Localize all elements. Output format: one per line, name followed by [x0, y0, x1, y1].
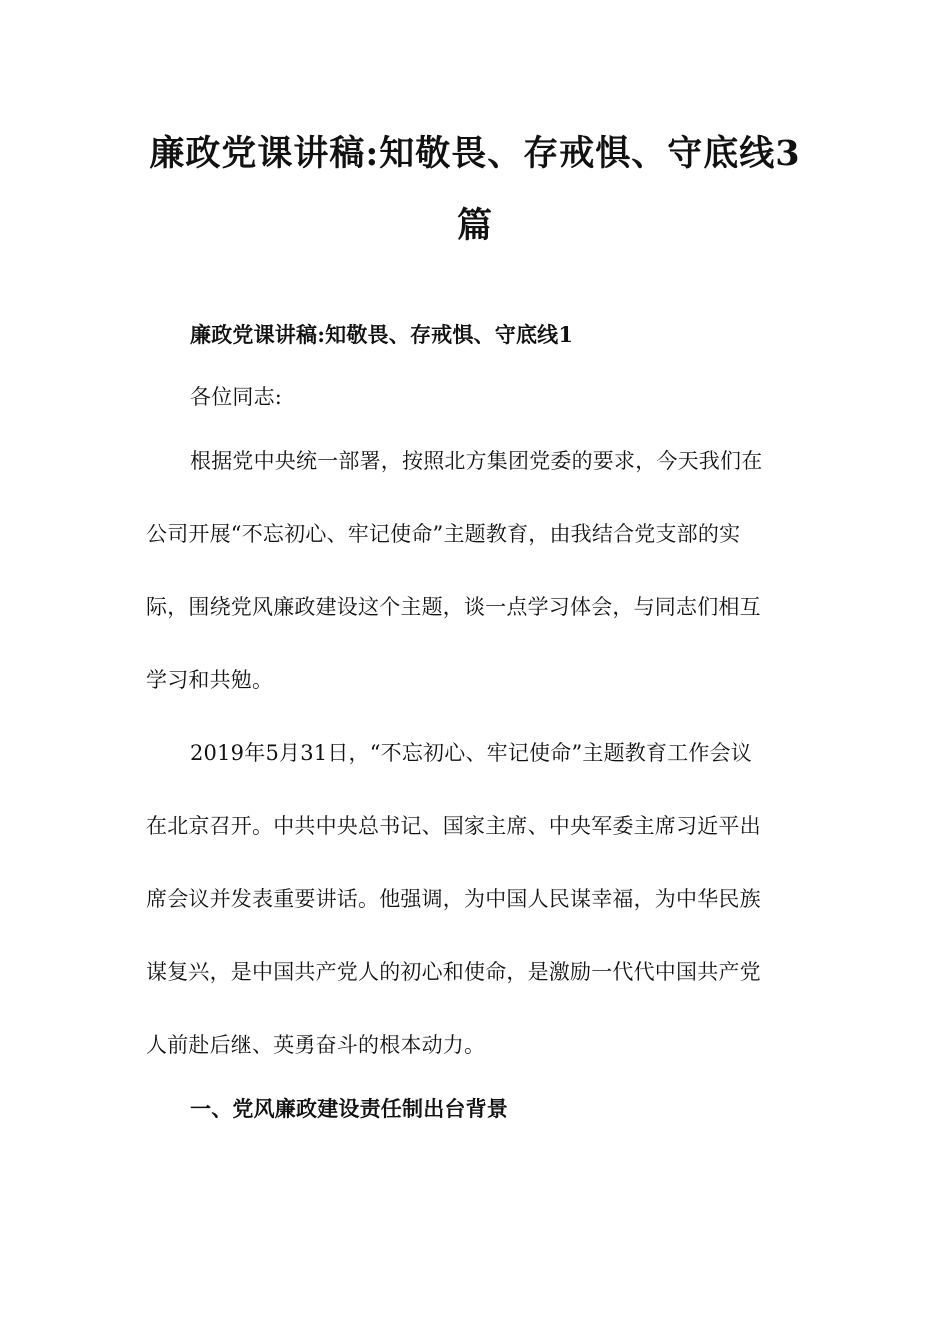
section-heading-1: 一、党风廉政建设责任制出台背景 [190, 1096, 508, 1121]
paragraph-1-line-1: 根据党中央统一部署，按照北方集团党委的要求，今天我们在 [190, 449, 763, 473]
title-line-1: 廉政党课讲稿:知敬畏、存戒惧、守底线3 [149, 133, 801, 174]
paragraph-1-line-3: 际，围绕党风廉政建设这个主题，谈一点学习体会，与同志们相互 [146, 595, 761, 619]
subtitle: 廉政党课讲稿:知敬畏、存戒惧、守底线1 [190, 322, 574, 347]
paragraph-1-line-4: 学习和共勉。 [146, 668, 274, 692]
paragraph-2-line-4: 谋复兴，是中国共产党人的初心和使命，是激励一代代中国共产党 [146, 960, 761, 984]
paragraph-1-line-2: 公司开展“不忘初心、牢记使命”主题教育，由我结合党支部的实 [146, 522, 741, 546]
paragraph-2-line-3: 席会议并发表重要讲话。他强调，为中国人民谋幸福，为中华民族 [146, 887, 761, 911]
title-line-2: 篇 [456, 205, 493, 246]
paragraph-2-line-5: 人前赴后继、英勇奋斗的根本动力。 [146, 1033, 486, 1057]
paragraph-2-line-2: 在北京召开。中共中央总书记、国家主席、中央军委主席习近平出 [146, 814, 761, 838]
paragraph-2-line-1: 2019年5月31日，“不忘初心、牢记使命”主题教育工作会议 [190, 741, 752, 765]
greeting: 各位同志: [190, 385, 283, 409]
document-title [130, 118, 820, 262]
